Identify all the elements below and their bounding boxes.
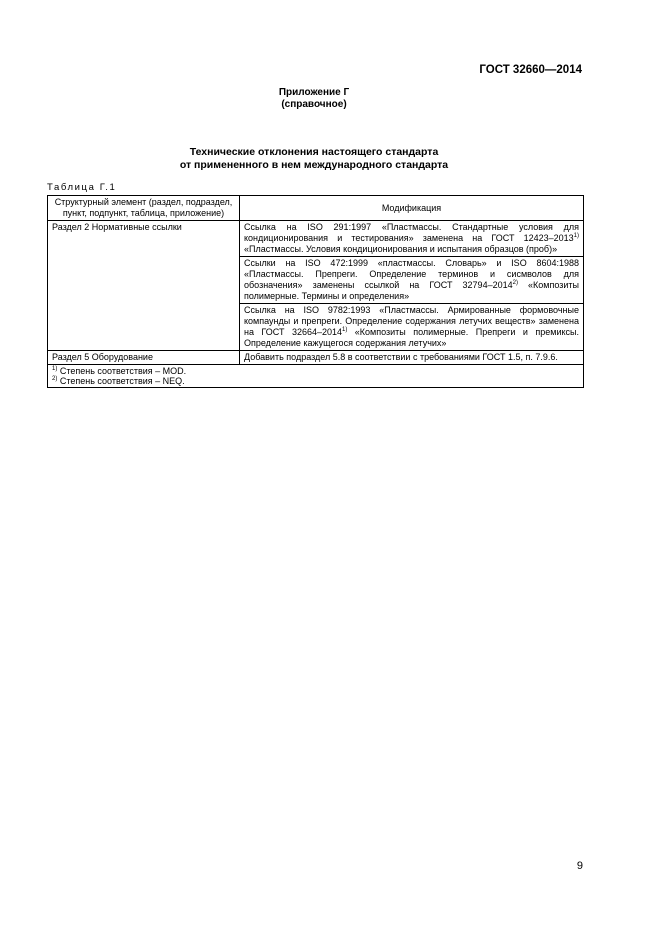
footnote-ref: 1) bbox=[342, 327, 348, 333]
modification-text: Ссылка на ISO 9782:1993 «Пластмассы. Армированные формовочные компаунды и препреги. Определение содержания летучих веществ» заменена на ГОСТ 32664–2014 bbox=[244, 305, 579, 337]
modification-cell bbox=[240, 304, 584, 351]
footnote-mark: 1) bbox=[52, 366, 58, 372]
footnote-text: Степень соответствия – MOD. bbox=[57, 366, 187, 376]
deviations-table bbox=[47, 195, 584, 388]
footnote-ref: 2) bbox=[512, 280, 518, 286]
appendix-type: (справочное) bbox=[281, 99, 347, 110]
modification-cell bbox=[240, 351, 584, 365]
header-structural-element: Структурный элемент (раздел, подраздел, пункт, подпункт, таблица, приложение) bbox=[48, 196, 240, 221]
header-modification: Модификация bbox=[240, 196, 584, 221]
row-element-cell: Раздел 2 Нормативные ссылки bbox=[48, 221, 240, 351]
table-header-row bbox=[48, 196, 584, 221]
footnote-ref: 1) bbox=[573, 233, 579, 239]
footnotes-cell bbox=[48, 365, 584, 388]
table-row bbox=[48, 221, 584, 257]
modification-text: Добавить подраздел 5.8 в соответствии с требованиями ГОСТ 1.5, п. 7.9.6. bbox=[244, 352, 558, 362]
modification-text: Ссылка на ISO 291:1997 «Пластмассы. Стандартные условия для кондиционирования и тестирования» заменена на ГОСТ 12423–2013 bbox=[244, 222, 579, 243]
appendix-block bbox=[0, 87, 628, 111]
row-element-cell: Раздел 5 Оборудование bbox=[48, 351, 240, 365]
footnote-2 bbox=[52, 376, 579, 386]
modification-text: «Композиты полимерные. Термины и определения» bbox=[244, 280, 580, 301]
heading-line-1: Технические отклонения настоящего стандарта bbox=[189, 146, 439, 158]
table-row bbox=[48, 351, 584, 365]
table-caption: Таблица Г.1 bbox=[47, 182, 117, 193]
modification-cell bbox=[240, 221, 584, 257]
page-number: 9 bbox=[576, 860, 583, 872]
footnote-text: Степень соответствия – NEQ. bbox=[57, 376, 185, 386]
modification-text: «Пластмассы. Условия кондиционирования и испытания образцов (проб)» bbox=[244, 244, 558, 254]
footnote-1 bbox=[52, 366, 579, 376]
appendix-title: Приложение Г bbox=[278, 87, 350, 98]
modification-cell bbox=[240, 257, 584, 304]
section-heading bbox=[0, 146, 628, 172]
footnote-mark: 2) bbox=[52, 376, 58, 382]
document-id: ГОСТ 32660—2014 bbox=[479, 64, 582, 76]
modification-text: Ссылки на ISO 472:1999 «пластмассы. Словарь» и ISO 8604:1988 «Пластмассы. Препреги. Определение терминов и сисмволов для обозначения» заменены ссылкой на ГОСТ 32794–2014 bbox=[244, 258, 579, 290]
heading-line-2: от примененного в нем международного стандарта bbox=[179, 159, 449, 171]
table-footnotes-row bbox=[48, 365, 584, 388]
modification-text: «Композиты полимерные. Препреги и премиксы. Определение кажущегося содержания летучих» bbox=[244, 327, 579, 348]
